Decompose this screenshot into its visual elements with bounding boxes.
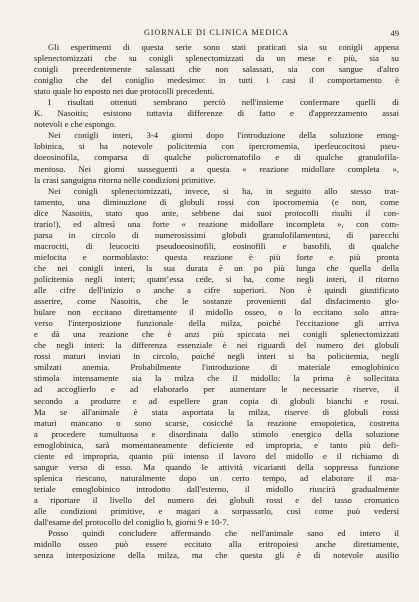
text-line: doeosinofila, comparsa di qualche policromatofilo e di qualche granulofila- xyxy=(34,152,399,163)
text-line: a procedere tumultuosa e disordinata dallo stimolo energico della soluzione xyxy=(34,428,399,439)
text-line: lobinica, si ha notevole policitemia con ipercromemia, iperleucocitosi pseu- xyxy=(34,141,399,152)
text-line: che negli interi: la differenza essenziale è nei riguardi del numero dei globuli xyxy=(34,340,399,351)
text-line: alle condizioni primitive, e magari a sorpassarlo, così come può vedersi xyxy=(34,505,399,516)
text-line: Ma se all'animale è stata asportata la milza, riserve di globuli rossi xyxy=(34,406,399,417)
text-line: tamento, una diminuzione di globuli rossi con ipocromemia (e non, come xyxy=(34,196,399,207)
text-line: senza interposizione della milza, ma che questa gli è di notevole ausilio xyxy=(34,550,399,561)
journal-title: GIORNALE DI CLINICA MEDICA xyxy=(143,28,290,37)
text-line: mentoso. Nei giorni susseguenti a questa « reazione midollare completa », xyxy=(34,163,399,174)
text-line: che nei conigli interi, la sua durata è un po più lunga che quella della xyxy=(34,262,399,273)
text-line: verso l'interposizione funzionale della milza, poiché l'eccitazione gli arriva xyxy=(34,318,399,329)
text-line: rossi maturi inviati in circolo, poiché negli interi si ha policitemia, negli xyxy=(34,351,399,362)
text-line: dall'esame del protocollo del coniglio b, giorni 9 e 10-7. xyxy=(34,517,229,528)
text-line: teriale emoglobinico introdotto dall'esterno, il midollo riuscirà gradualmente xyxy=(34,483,399,494)
text-line: dice Nasoitis, stato quo ante, sebbene dai suoi protocolli risulti il con- xyxy=(34,207,399,218)
text-line: coniglio che del coniglio medesimo: in tutti i casi il comportamento è xyxy=(34,75,399,86)
text-line: conigli precedentemente salassati che non salassati, sia con sangue d'altro xyxy=(34,64,399,75)
text-line: secondo a produrre e ad espellere gran copia di globuli bianchi e rossi. xyxy=(34,395,399,406)
body-text xyxy=(34,42,399,561)
text-line: Posso quindi concludere affermando che nell'animale sano ed intero il xyxy=(48,528,399,539)
text-line: stimola intensamente sia la milza che il midollo: la prima è sollecitata xyxy=(34,373,399,384)
text-line: mielocita e normoblasto: questa reazione è più forte e più pronta xyxy=(34,251,399,262)
text-line: Nei conigli splenectomizzati, invece, si ha, in seguito allo stesso trat- xyxy=(48,185,399,196)
text-line: emoglobinica, sarà momentaneamente deficiente ed impropria, e tanto più defi- xyxy=(34,439,399,450)
text-line: sangue verso di esso. Ma quando le attività vicarianti della soppressa funzione xyxy=(34,461,399,472)
text-line: ciente ed impropria, quanto più intenso il lavoro del midollo e il richiamo di xyxy=(34,450,399,461)
text-line: e dà una reazione che è anzi più spiccata nei conigli splenectomizzati xyxy=(34,329,399,340)
text-line: Nei conigli interi, 3-4 giorni dopo l'introduzione della soluzione emog- xyxy=(48,130,399,141)
text-line: splenectomizzati che su conigli splenectomizzati da un mese e più, sia su xyxy=(34,53,399,64)
text-line: maturi mancano o sono scarse, cosicché la reazione emopoietica, costretta xyxy=(34,417,399,428)
text-line: Gli esperimenti di questa serie sono stati praticati sia su conigli appena xyxy=(48,42,399,52)
text-line: K. Nasoitis; esistono tuttavia differenze di fatto e d'apprezzamento assai xyxy=(34,108,399,119)
text-line: smilzati anemia. Probabilmente l'introduzione di materiale emoglobinico xyxy=(34,362,399,373)
text-line: notevoli e che espongo. xyxy=(34,119,117,130)
text-line: asserire, come Nasoitis, che le sostanze provenienti dal disfacimento glo- xyxy=(34,296,399,307)
text-line: trario!), ed altresì una forte « reazione midollare incompleta », con com- xyxy=(34,218,399,229)
text-line: splenica riescano, naturalmente dopo un certo tempo, ad elaborare il ma- xyxy=(34,472,399,483)
text-line: parsa in circolo di numerosissimi globuli granulofilamentosi, di parecchi xyxy=(34,229,399,240)
running-head xyxy=(34,22,399,40)
text-line: macrociti, di leucociti pseudoeosinofili, eosinofili e basofili, di qualche xyxy=(34,240,399,251)
text-line: la crasi sanguigna ritorna nelle condizioni primitive. xyxy=(34,174,216,185)
text-line: a riportare il livello del numero dei globuli rossi e del tasso cromatico xyxy=(34,494,399,505)
page-number: 49 xyxy=(390,28,399,38)
text-line: bulare non eccitano direttamente il midollo osseo, o lo eccitano solo attra- xyxy=(34,307,399,318)
text-line: ad accoglierlo e ad elaborarlo per aumentare le necessarie riserve, il xyxy=(34,384,399,395)
text-line: stato quale ho esposto nei due protocolli precedenti. xyxy=(34,86,215,97)
text-line: I risultati ottenuti sembrano perciò nell'insieme confermare quelli di xyxy=(48,97,399,108)
text-line: policitemia negli interi; quantʼessa cede, si ha, come negli interi, il ritorno xyxy=(34,273,399,284)
text-line: midollo osseo può essere eccitato alla eritropoiesi anche direttamente, xyxy=(34,539,399,550)
text-line: alle cifre dell'inizio o anche a cifre superiori. Non è quindi giustificato xyxy=(34,285,399,296)
